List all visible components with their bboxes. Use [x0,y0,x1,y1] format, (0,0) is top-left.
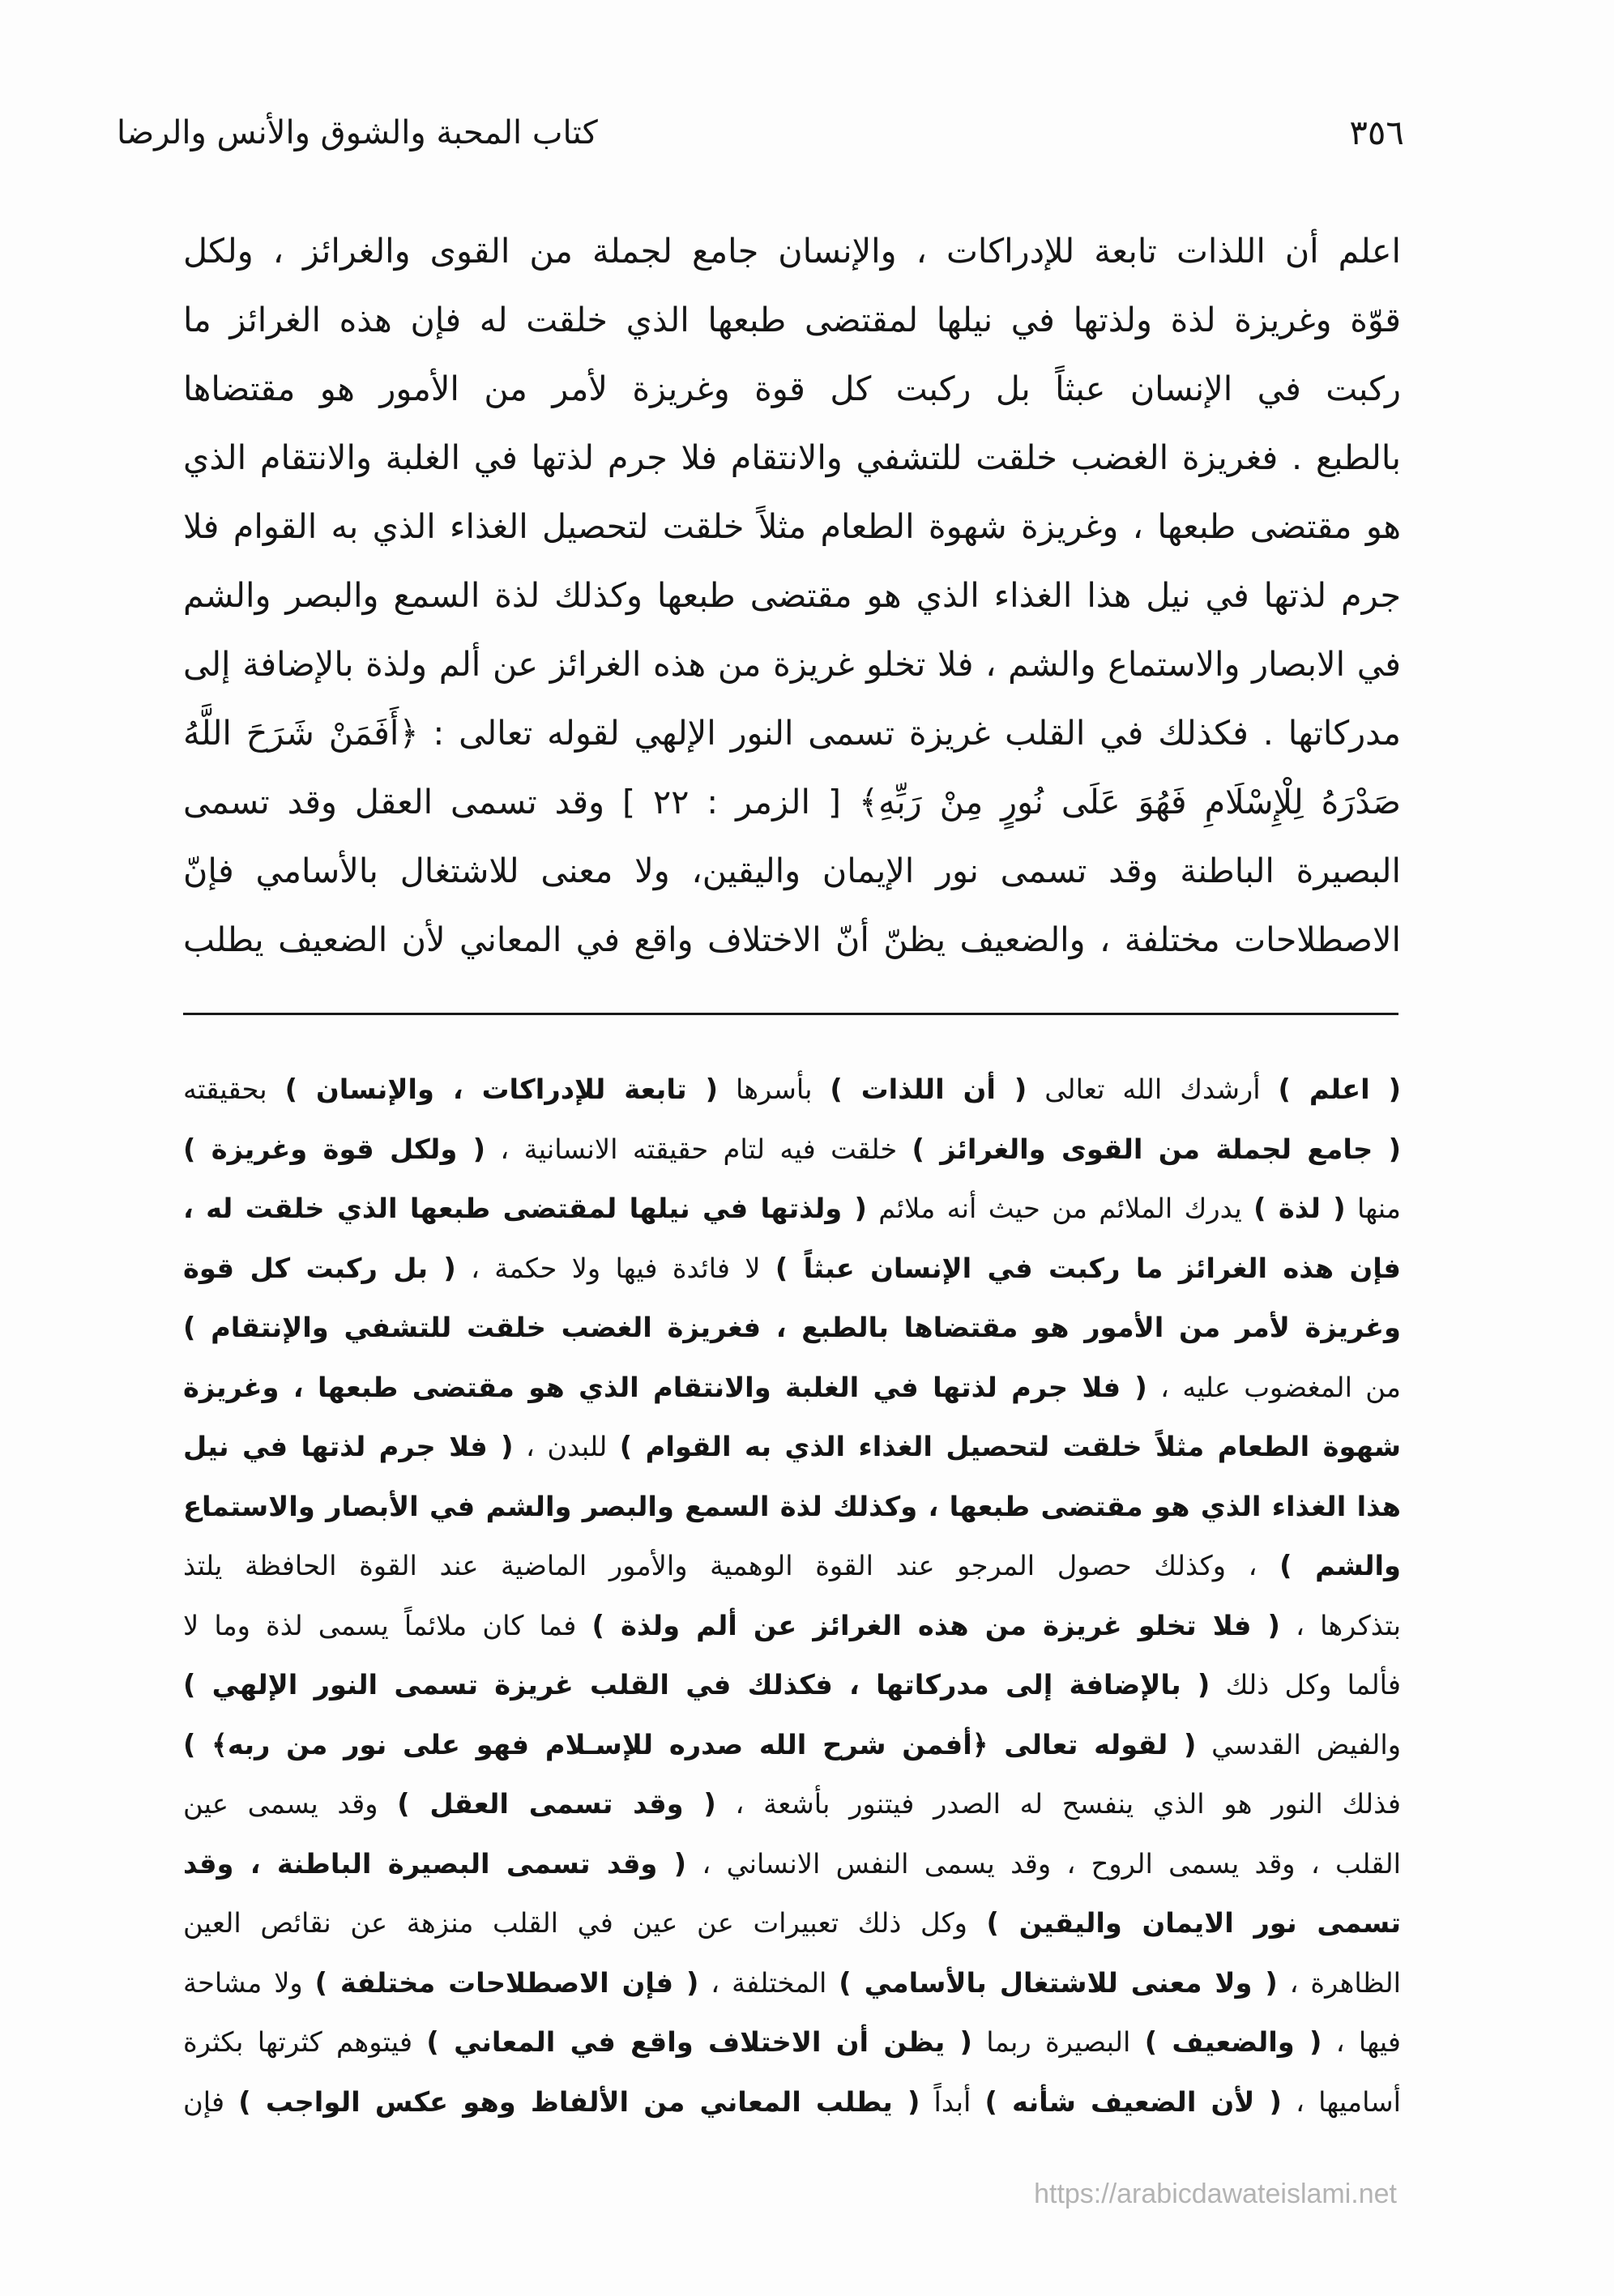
commentary-quoted-text: ( فلا تخلو غريزة من هذه الغرائز عن ألم ولذة ) [591,1609,1280,1641]
commentary-line [183,1834,1401,1894]
commentary-quoted-text: ( فلا جرم لذتها في الغلبة والانتقام الذي هو مقتضى طبعها ، وغريزة [183,1371,1147,1403]
commentary-quoted-text: ( لأن الضعيف شأنه ) [984,2085,1282,2118]
commentary-quoted-text: ( فلا جرم لذتها في نيل [183,1431,514,1462]
commentary-quoted-text: ( فإن الاصطلاحات مختلفة ) [314,1966,699,1999]
main-text-line: هو مقتضى طبعها ، وغريزة شهوة الطعام مثلاً خلقت لتحصيل الغذاء الذي به القوام فلا [183,507,1401,546]
commentary-quoted-text: ( لذة ) [1253,1193,1346,1224]
commentary-quoted-text: ( لقوله تعالى ﴿أفمن شرح الله صدره للإسـلام فهو على نور من ربه﴾ ) [183,1728,1197,1760]
main-text-line: جرم لذتها في نيل هذا الغذاء الذي هو مقتضى طبعها وكذلك لذة السمع والبصر والشم [183,576,1401,615]
commentary-text: أبداً [920,2085,985,2118]
commentary-line [183,1298,1401,1358]
commentary-line [183,1655,1401,1715]
commentary-quoted-text: ( ولذتها في نيلها لمقتضى طبعها الذي خلقت له ، [183,1193,867,1224]
commentary-text: فألما وكل ذلك [1210,1669,1401,1701]
main-text-line: اعلم أن اللذات تابعة للإدراكات ، والإنسان جامع لجملة من القوى والغرائز ، ولكل [183,232,1401,271]
commentary-text: بأسرها [718,1073,830,1105]
commentary-text: بحقيقته [183,1073,285,1105]
commentary-text: من المغضوب عليه ، [1146,1371,1401,1403]
main-text-line: قوّة وغريزة لذة ولذتها في نيلها لمقتضى طبعها الذي خلقت له فإن هذه الغرائز ما [183,301,1401,339]
commentary-quoted-text: ( يظن أن الاختلاف واقع في المعاني ) [426,2026,972,2058]
running-header [117,104,1404,162]
main-text-line: مدركاتها . فكذلك في القلب غريزة تسمى النور الإلهي لقوله تعالى : ﴿أَفَمَنْ شَرَحَ اللَّهُ [183,714,1401,753]
commentary-quoted-text: ( بل ركبت كل قوة [183,1252,456,1284]
commentary-quoted-text: شهوة الطعام مثلاً خلقت لتحصيل الغذاء الذي به القوام ) [619,1431,1401,1462]
commentary-quoted-text: ( جامع لجملة من القوى والغرائز ) [912,1133,1402,1165]
commentary-text: الظاهرة ، [1277,1966,1401,1999]
commentary-quoted-text: فإن هذه الغرائز ما ركبت في الإنسان عبثاً ) [775,1252,1401,1284]
commentary-text: البصيرة ربما [971,2026,1145,2058]
commentary-text: فإن [183,2085,239,2118]
footnote-divider-rule [183,1013,1398,1015]
commentary-line [183,1536,1401,1596]
commentary-line [183,1239,1401,1299]
commentary-text: القلب ، وقد يسمى الروح ، وقد يسمى النفس الانساني ، [686,1847,1401,1880]
commentary-line [183,2012,1401,2072]
main-text-line: في الابصار والاستماع والشم ، فلا تخلو غريزة من هذه الغرائز عن ألم ولذة بالإضافة إلى [183,645,1401,684]
commentary-line [183,1477,1401,1537]
commentary-text: منها [1345,1193,1401,1224]
commentary-text: فما كان ملائماً يسمى لذة وما لا [183,1609,592,1641]
page-number: ٣٥٦ [1349,113,1404,152]
main-text-line: صَدْرَهُ لِلْإِسْلَامِ فَهُوَ عَلَى نُورٍ مِنْ رَبِّهِ﴾ [ الزمر : ٢٢ ] وقد تسمى العقل وقد تسمى [183,783,1401,822]
commentary-text: فيتوهم كثرتها بكثرة [183,2026,427,2058]
main-text [183,217,1401,975]
commentary-text: فيها ، [1322,2026,1402,2058]
commentary-line [183,1893,1401,1953]
commentary-quoted-text: ( ولكل قوة وغريزة ) [183,1133,486,1165]
commentary-quoted-text: تسمى نور الايمان واليقين ) [986,1907,1401,1939]
commentary-text: المختلفة ، [698,1966,839,1999]
commentary-quoted-text: ( ولا معنى للاشتغال بالأسامي ) [839,1966,1278,1999]
commentary-quoted-text: ( تابعة للإدراكات ، والإنسان ) [284,1073,719,1105]
commentary-line [183,1596,1401,1656]
commentary-text: وكل ذلك تعبيرات عن عين في القلب منزهة عن نقائص العين [183,1907,987,1939]
commentary-text: بتذكرها ، [1279,1609,1401,1641]
commentary-text: ، وكذلك حصول المرجو عند القوة الوهمية والأمور الماضية عند القوة الحافظة يلتذ [183,1550,1280,1581]
commentary-quoted-text: وغريزة لأمر من الأمور هو مقتضاها بالطبع ، فغريزة الغضب خلقت للتشفي والإنتقام ) [183,1312,1401,1343]
commentary-quoted-text: ( اعلم ) [1278,1073,1401,1105]
commentary-text: فذلك النور هو الذي ينفسح له الصدر فيتنور بأشعة ، [715,1788,1401,1820]
commentary-quoted-text: ( أن اللذات ) [830,1073,1027,1105]
commentary-text: أساميها ، [1281,2085,1401,2118]
main-text-line: ركبت في الإنسان عبثاً بل ركبت كل قوة وغريزة لأمر من الأمور هو مقتضاها [183,369,1401,408]
commentary-line [183,1120,1401,1180]
commentary-quoted-text: ( يطلب المعاني من الألفاظ وهو عكس الواجب ) [238,2085,920,2118]
commentary-text: للبدن ، [513,1431,620,1462]
commentary-text: والفيض القدسي [1196,1728,1401,1760]
commentary-text: يدرك الملائم من حيث أنه ملائم [866,1193,1254,1224]
commentary-quoted-text: ( بالإضافة إلى مدركاتها ، فكذلك في القلب غريزة تسمى النور الإلهي ) [183,1669,1210,1701]
main-text-line: البصيرة الباطنة وقد تسمى نور الإيمان واليقين، ولا معنى للاشتغال بالأسامي فإنّ [183,851,1401,890]
commentary-quoted-text: ( والضعيف ) [1144,2026,1322,2058]
commentary-quoted-text: والشم ) [1279,1550,1401,1581]
commentary-text: خلقت فيه لتام حقيقته الانسانية ، [485,1133,912,1165]
commentary-quoted-text: هذا الغذاء الذي هو مقتضى طبعها ، وكذلك لذة السمع والبصر والشم في الأبصار والاستماع [183,1490,1401,1522]
commentary-line [183,1358,1401,1418]
commentary-quoted-text: ( وقد تسمى البصيرة الباطنة ، وقد [183,1847,687,1880]
commentary-line [183,1060,1401,1120]
commentary-quoted-text: ( وقد تسمى العقل ) [397,1788,716,1820]
commentary-text [183,1060,1401,2132]
commentary-text: أرشدك الله تعالى [1027,1073,1279,1105]
commentary-line [183,2072,1401,2132]
book-title: كتاب المحبة والشوق والأنس والرضا [117,114,598,152]
commentary-line [183,1953,1401,2013]
main-text-line: بالطبع . فغريزة الغضب خلقت للتشفي والانتقام فلا جرم لذتها في الغلبة والانتقام الذي [183,438,1401,477]
commentary-text: ولا مشاحة [183,1966,315,1999]
main-text-line: الاصطلاحات مختلفة ، والضعيف يظنّ أنّ الاختلاف واقع في المعاني لأن الضعيف يطلب [183,920,1401,959]
watermark-url: https://arabicdawateislami.net [1034,2179,1397,2209]
commentary-line [183,1774,1401,1834]
commentary-text: وقد يسمى عين [183,1788,398,1820]
commentary-line [183,1179,1401,1239]
commentary-line [183,1715,1401,1775]
commentary-line [183,1417,1401,1477]
commentary-text: لا فائدة فيها ولا حكمة ، [455,1252,775,1284]
